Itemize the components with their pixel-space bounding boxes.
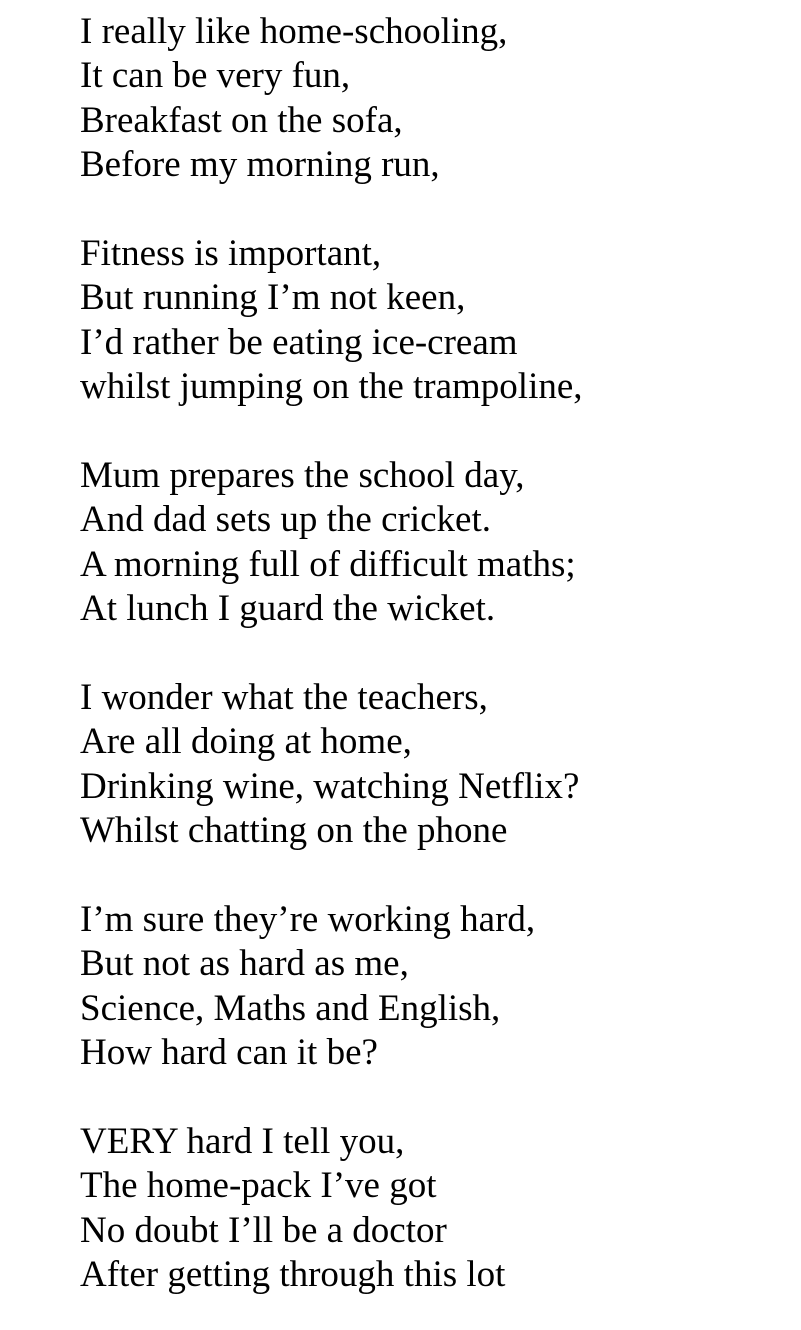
stanza-1 bbox=[80, 10, 583, 188]
poem-body bbox=[80, 10, 583, 1297]
poem-line: But running I’m not keen, bbox=[80, 277, 466, 319]
poem-line: whilst jumping on the trampoline, bbox=[80, 366, 583, 408]
poem-line: It can be very fun, bbox=[80, 55, 351, 97]
poem-line: I’m sure they’re working hard, bbox=[80, 898, 536, 940]
poem-line: How hard can it be? bbox=[80, 1031, 378, 1073]
poem-line: Drinking wine, watching Netflix? bbox=[80, 765, 580, 807]
poem-line: At lunch I guard the wicket. bbox=[80, 588, 496, 630]
poem-line: Science, Maths and English, bbox=[80, 987, 501, 1029]
poem-line: Before my morning run, bbox=[80, 144, 440, 186]
poem-line: No doubt I’ll be a doctor bbox=[80, 1209, 447, 1251]
stanza-6 bbox=[80, 1120, 583, 1298]
poem-line: Fitness is important, bbox=[80, 232, 382, 274]
poem-line: Mum prepares the school day, bbox=[80, 454, 525, 496]
poem-line: I really like home-schooling, bbox=[80, 11, 508, 52]
stanza-2 bbox=[80, 232, 583, 410]
stanza-4 bbox=[80, 676, 583, 854]
poem-line: I’d rather be eating ice-cream bbox=[80, 321, 518, 363]
poem-line: Whilst chatting on the phone bbox=[80, 810, 508, 852]
poem-line: But not as hard as me, bbox=[80, 943, 409, 985]
poem-line: I wonder what the teachers, bbox=[80, 676, 488, 718]
poem-line: After getting through this lot bbox=[80, 1253, 506, 1295]
stanza-5 bbox=[80, 898, 583, 1076]
poem-line: A morning full of difficult maths; bbox=[80, 543, 576, 585]
poem-line: VERY hard I tell you, bbox=[80, 1120, 405, 1162]
poem-line: The home-pack I’ve got bbox=[80, 1165, 437, 1207]
poem-line: Are all doing at home, bbox=[80, 721, 412, 763]
stanza-3 bbox=[80, 454, 583, 632]
poem-line: And dad sets up the cricket. bbox=[80, 499, 491, 541]
poem-line: Breakfast on the sofa, bbox=[80, 99, 403, 141]
